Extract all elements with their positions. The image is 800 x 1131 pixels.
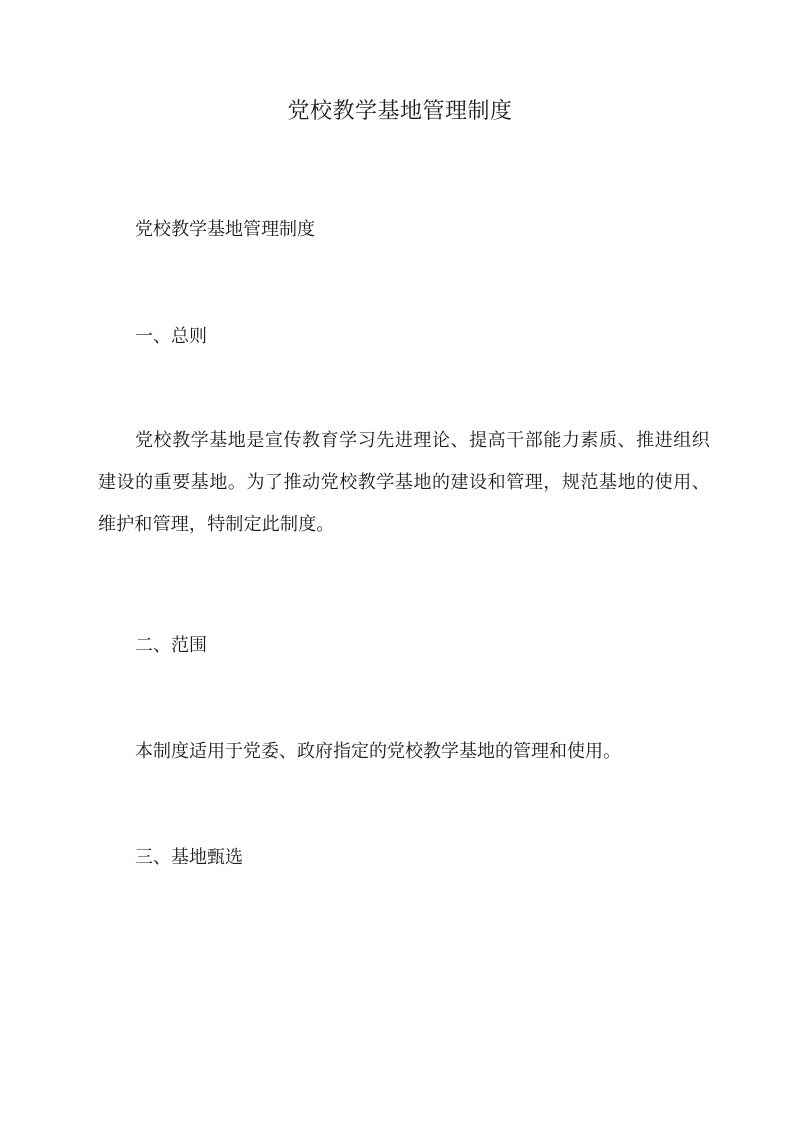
subtitle-paragraph: 党校教学基地管理制度 [135,219,315,240]
section-heading-general: 一、总则 [135,326,207,347]
document-title: 党校教学基地管理制度 [287,99,513,124]
body-paragraph-scope: 本制度适用于党委、政府指定的党校教学基地的管理和使用。 [135,741,621,762]
body-paragraph-general: 党校教学基地是宣传教育学习先进理论、提高干部能力素质、推进组织建设的重要基地。为了推动党校教学基地的建设和管理，规范基地的使用、维护和管理，特制定此制度。 [98,430,710,535]
section-heading-selection: 三、基地甄选 [135,847,243,868]
section-heading-scope: 二、范围 [135,635,207,656]
